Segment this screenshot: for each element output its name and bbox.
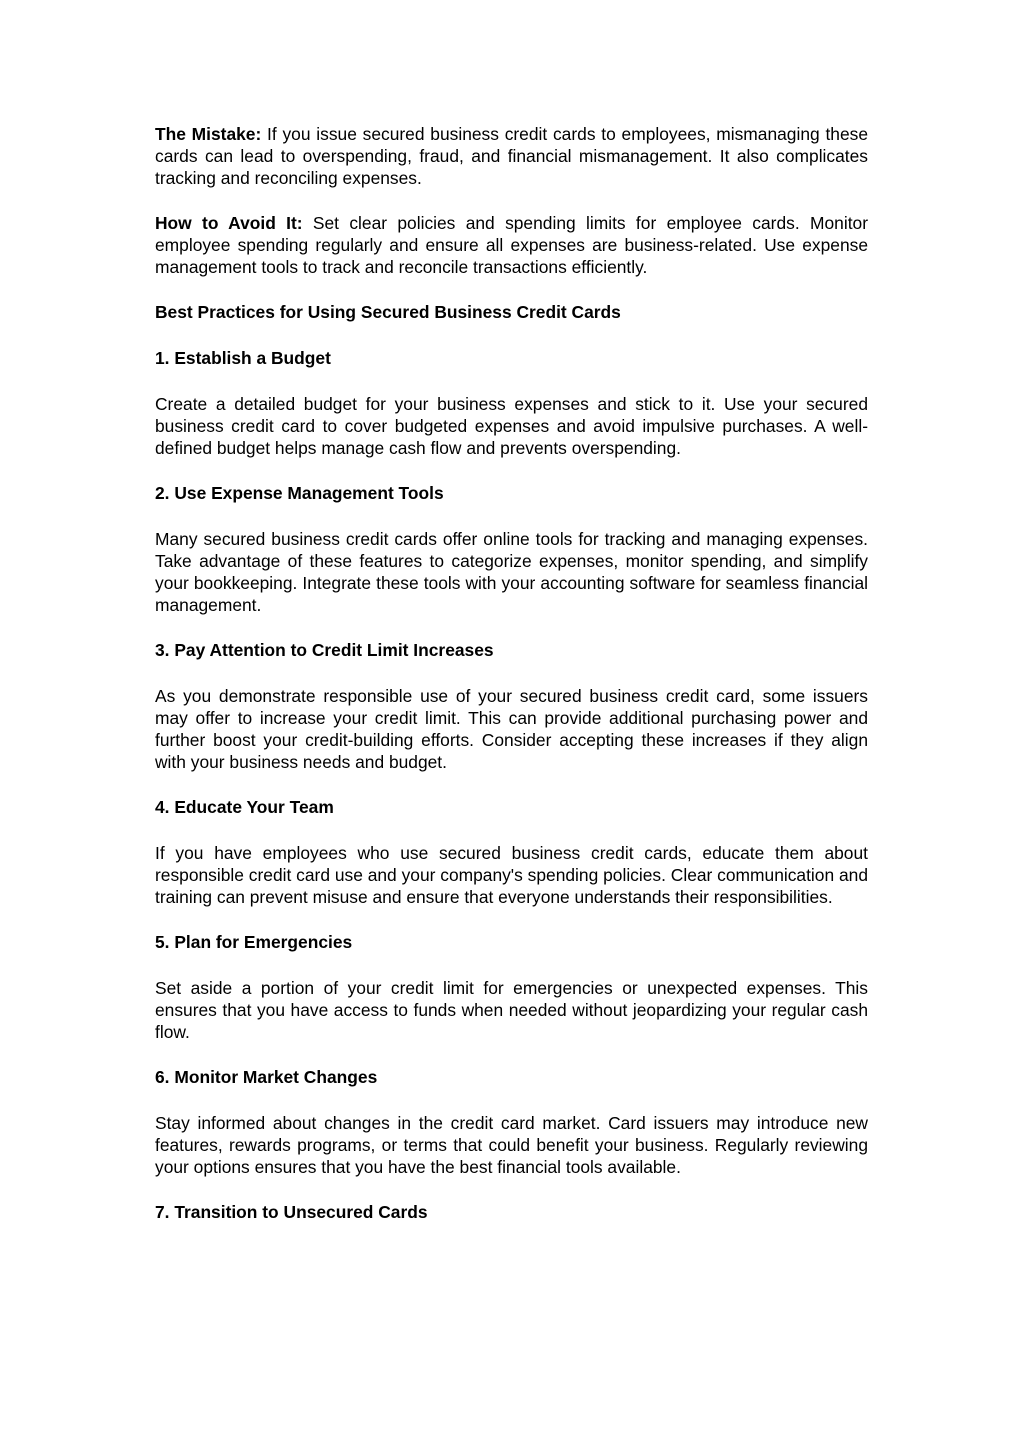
section-body: Stay informed about changes in the credit card market. Card issuers may introduce new features, rewards programs, or terms that could benefit your business. Regularly reviewing your options ensures that you have the best financial tools available. — [155, 1113, 868, 1177]
section-body: Set aside a portion of your credit limit for emergencies or unexpected expenses. This ensures that you have access to funds when needed without jeopardizing your regular cash flow. — [155, 978, 868, 1042]
section-heading: 2. Use Expense Management Tools — [155, 483, 444, 503]
avoid-text: Set clear policies and spending limits for employee cards. Monitor employee spending regularly and ensure all expenses are business-related. Use expense management tools to track and reconcile transactions efficiently. — [155, 213, 868, 277]
mistake-paragraph — [155, 123, 868, 189]
section-heading: 1. Establish a Budget — [155, 348, 331, 368]
section-heading: 3. Pay Attention to Credit Limit Increases — [155, 640, 494, 660]
section-heading: 4. Educate Your Team — [155, 797, 334, 817]
section-body: Many secured business credit cards offer online tools for tracking and managing expenses. Take advantage of these features to categorize expenses, monitor spending, and simplify your bookkeeping. Integrate these tools with your accounting software for seamless financial management. — [155, 529, 868, 615]
section-body: Create a detailed budget for your business expenses and stick to it. Use your secured business credit card to cover budgeted expenses and avoid impulsive purchases. A well-defined budget helps manage cash flow and prevents overspending. — [155, 394, 868, 458]
mistake-text: If you issue secured business credit cards to employees, mismanaging these cards can lead to overspending, fraud, and financial mismanagement. It also complicates tracking and reconciling expenses. — [155, 124, 868, 188]
mistake-label: The Mistake: — [155, 124, 262, 144]
best-practices-heading: Best Practices for Using Secured Business Credit Cards — [155, 302, 621, 322]
section-body: If you have employees who use secured business credit cards, educate them about responsible credit card use and your company's spending policies. Clear communication and training can prevent misuse and ensure that everyone understands their responsibilities. — [155, 843, 868, 907]
avoid-label: How to Avoid It: — [155, 213, 303, 233]
document-page — [155, 123, 868, 1247]
section-heading: 7. Transition to Unsecured Cards — [155, 1202, 428, 1222]
section-body: As you demonstrate responsible use of your secured business credit card, some issuers may offer to increase your credit limit. This can provide additional purchasing power and further boost your credit-building efforts. Consider accepting these increases if they align with your business needs and budget. — [155, 686, 868, 772]
section-heading: 5. Plan for Emergencies — [155, 932, 353, 952]
section-heading: 6. Monitor Market Changes — [155, 1067, 378, 1087]
avoid-paragraph — [155, 212, 868, 278]
